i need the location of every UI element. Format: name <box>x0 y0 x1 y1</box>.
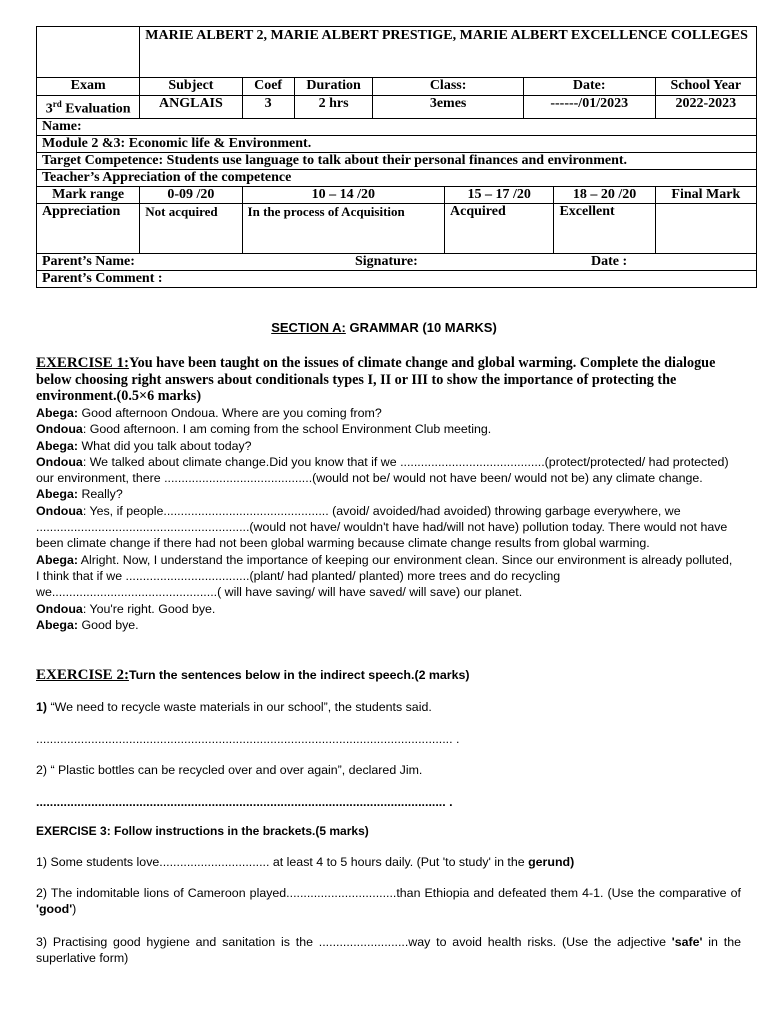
teacher-appreciation: Teacher’s Appreciation of the competence <box>37 169 757 186</box>
class-value: 3emes <box>373 96 523 119</box>
appreciation-label: Appreciation <box>37 203 140 253</box>
appr-in-process: In the process of Acquisition <box>242 203 444 253</box>
name-field: Name: <box>37 118 757 135</box>
header-table <box>36 26 757 288</box>
date-field: Date : <box>591 253 628 269</box>
duration-value: 2 hrs <box>294 96 373 119</box>
col-coef: Coef <box>242 78 294 96</box>
ex3-question-1: 1) Some students love................................ at least 4 to 5 hours daily. (Put 'to study' in the gerund) <box>36 855 575 869</box>
final-mark-value <box>655 203 756 253</box>
dialogue-line: Ondoua: Yes, if people................................................ (avoid/ avoided/had avoided) throwing garbage everywhere, we ..............................................................(would not have/ wouldn't have had/will not have) pollution today. There would not have been climate change if there had not been global warming because climate change results from global warming. <box>36 503 728 551</box>
col-date: Date: <box>523 78 655 96</box>
ex2-question-2: 2) “ Plastic bottles can be recycled over and over again”, declared Jim. <box>36 763 423 777</box>
ex3-question-3: 3) Practising good hygiene and sanitation is the ..........................way to avoid health risks. (Use the adjective 'safe' in the superlative form) <box>36 935 741 965</box>
exercise-2-title: EXERCISE 2:Turn the sentences below in the indirect speech.(2 marks) <box>36 667 470 683</box>
final-mark-label: Final Mark <box>655 186 756 203</box>
dialogue-line: Ondoua: You're right. Good bye. <box>36 601 216 616</box>
subject-value: ANGLAIS <box>140 96 242 119</box>
dialogue-line: Ondoua: We talked about climate change.Did you know that if we ..........................................(protect/protected/ had protected) our environment, there ...........................................(would not be/ would not have been/ would not be) any climate change. <box>36 454 729 486</box>
module-line: Module 2 &3: Economic life & Environment. <box>37 135 757 152</box>
col-school-year: School Year <box>655 78 756 96</box>
ex2-answer-line-1: ......................................................................................................................... . <box>36 732 460 746</box>
exercise-1-instructions: EXERCISE 1:You have been taught on the issues of climate change and global warming. Complete the dialogue below choosing right answers about conditionals types I, II or III to show the importance of protecting the environment.(0.5×6 marks) <box>36 355 716 404</box>
dialogue <box>36 405 738 633</box>
dialogue-line: Ondoua: Good afternoon. I am coming from the school Environment Club meeting. <box>36 422 492 437</box>
range-2: 15 – 17 /20 <box>445 186 554 203</box>
target-competence: Target Competence: Students use language to talk about their personal finances and environment. <box>37 152 757 169</box>
exercise-3-title: EXERCISE 3: Follow instructions in the brackets.(5 marks) <box>36 824 369 838</box>
mark-range-label: Mark range <box>37 186 140 203</box>
logo-cell <box>37 27 140 78</box>
school-name: MARIE ALBERT 2, MARIE ALBERT PRESTIGE, MARIE ALBERT EXCELLENCE COLLEGES <box>140 27 757 78</box>
appr-not-acquired: Not acquired <box>140 203 242 253</box>
dialogue-line: Abega: Good afternoon Ondoua. Where are you coming from? <box>36 406 382 420</box>
dialogue-line: Abega: Good bye. <box>36 617 139 632</box>
col-exam: Exam <box>37 78 140 96</box>
school-year-value: 2022-2023 <box>655 96 756 119</box>
col-duration: Duration <box>294 78 373 96</box>
ex3-question-2: 2) The indomitable lions of Cameroon played................................than Ethiopia and defeated them 4-1. (Use the comparative of 'good') <box>36 886 741 916</box>
dialogue-line: Abega: What did you talk about today? <box>36 438 252 453</box>
signature: Signature: <box>355 253 418 269</box>
col-class: Class: <box>373 78 523 96</box>
coef-value: 3 <box>242 96 294 119</box>
date-value: ------/01/2023 <box>523 96 655 119</box>
ex2-question-1: 1) “We need to recycle waste materials in our school”, the students said. <box>36 700 432 714</box>
section-a-title: SECTION A: GRAMMAR (10 MARKS) <box>271 320 497 335</box>
range-0: 0-09 /20 <box>140 186 242 203</box>
range-3: 18 – 20 /20 <box>554 186 655 203</box>
dialogue-line: Abega: Really? <box>36 487 123 502</box>
appr-excellent: Excellent <box>554 203 655 253</box>
appr-acquired: Acquired <box>445 203 554 253</box>
exam-value: 3rd Evaluation <box>37 96 140 119</box>
ex2-answer-line-2: ....................................................................................................................... . <box>36 795 453 809</box>
parent-comment: Parent’s Comment : <box>37 270 757 287</box>
parent-row <box>37 253 757 270</box>
range-1: 10 – 14 /20 <box>242 186 444 203</box>
dialogue-line: Abega: Alright. Now, I understand the importance of keeping our environment clean. Since our environment is already polluted, I think that if we ....................................(plant/ had planted/ planted) more trees and do recycling we................................................( will have saving/ will have saved/ will save) our planet. <box>36 552 733 600</box>
col-subject: Subject <box>140 78 242 96</box>
parent-name: Parent’s Name: <box>42 253 135 269</box>
